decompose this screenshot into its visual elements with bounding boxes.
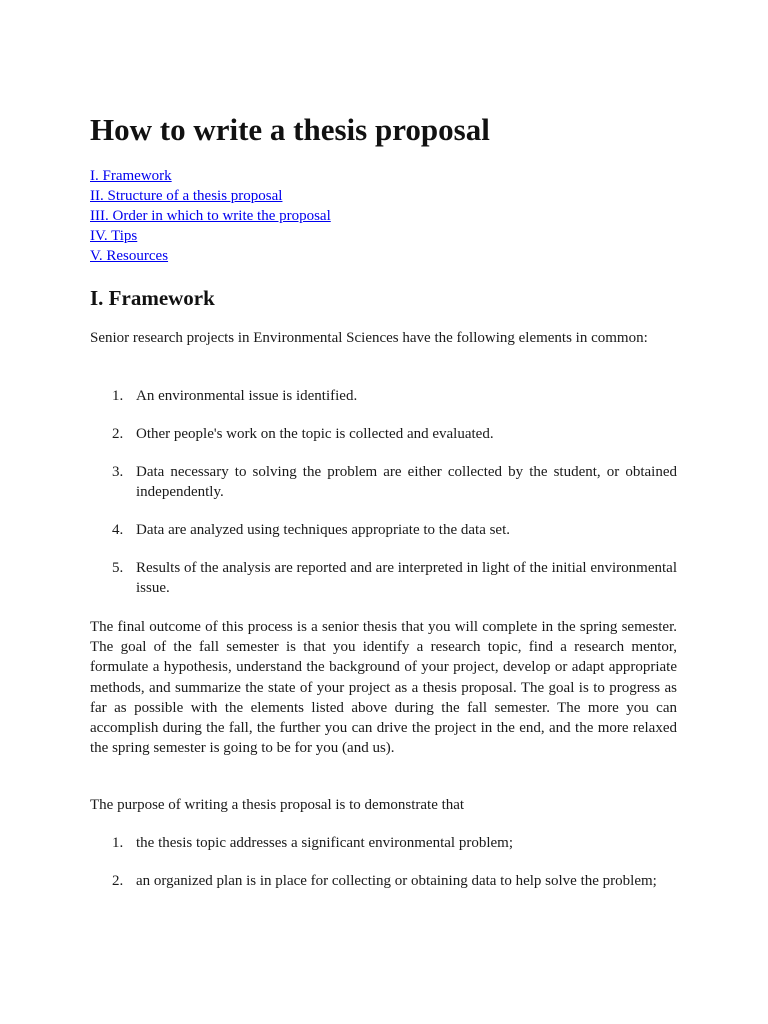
section-heading-framework: I. Framework [90,286,215,310]
toc-link-resources[interactable]: V. Resources [90,248,169,264]
elements-list [90,386,677,616]
list-item-text: An environmental issue is identified. [136,388,358,404]
list-item-number: 3. [112,464,124,480]
list-item-number: 2. [112,426,124,442]
list-item-number: 2. [112,873,124,889]
list-item [90,520,677,540]
page-title: How to write a thesis proposal [90,112,490,147]
toc-link-tips[interactable]: IV. Tips [90,228,138,244]
list-item-number: 4. [112,522,124,538]
list-item-text: Data necessary to solving the problem are either collected by the student, or obtained independently. [136,464,677,500]
list-item-text: Data are analyzed using techniques appropriate to the data set. [136,522,511,538]
list-item [90,871,677,891]
list-item-text: an organized plan is in place for collecting or obtaining data to help solve the problem; [136,873,657,889]
list-item [90,558,677,598]
list-item [90,462,677,502]
table-of-contents [90,166,331,266]
list-item-number: 1. [112,835,124,851]
list-item-number: 1. [112,388,124,404]
toc-link-structure[interactable]: II. Structure of a thesis proposal [90,188,283,204]
list-item-number: 5. [112,560,124,576]
intro-paragraph: Senior research projects in Environmental Sciences have the following elements in common: [90,330,648,346]
purpose-paragraph: The purpose of writing a thesis proposal is to demonstrate that [90,797,465,813]
list-item [90,424,677,444]
outcome-paragraph: The final outcome of this process is a senior thesis that you will complete in the spring semester. The goal of the fall semester is that you identify a research topic, find a research mentor, formulate a hypothesis, understand the background of your project, develop or adapt appropriate methods, and summarize the state of your project as a thesis proposal. The goal is to progress as far as possible with the elements listed above during the fall semester. The more you can accomplish during the fall, the further you can drive the project in the end, and the more relaxed the spring semester is going to be for you (and us). [90,619,677,757]
list-item [90,386,677,406]
list-item-text: Results of the analysis are reported and are interpreted in light of the initial environmental issue. [136,560,677,596]
list-item-text: Other people's work on the topic is collected and evaluated. [136,426,494,442]
toc-link-framework[interactable]: I. Framework [90,168,172,184]
toc-link-order[interactable]: III. Order in which to write the proposal [90,208,331,224]
list-item [90,833,677,853]
list-item-text: the thesis topic addresses a significant environmental problem; [136,835,513,851]
purpose-list [90,833,677,909]
